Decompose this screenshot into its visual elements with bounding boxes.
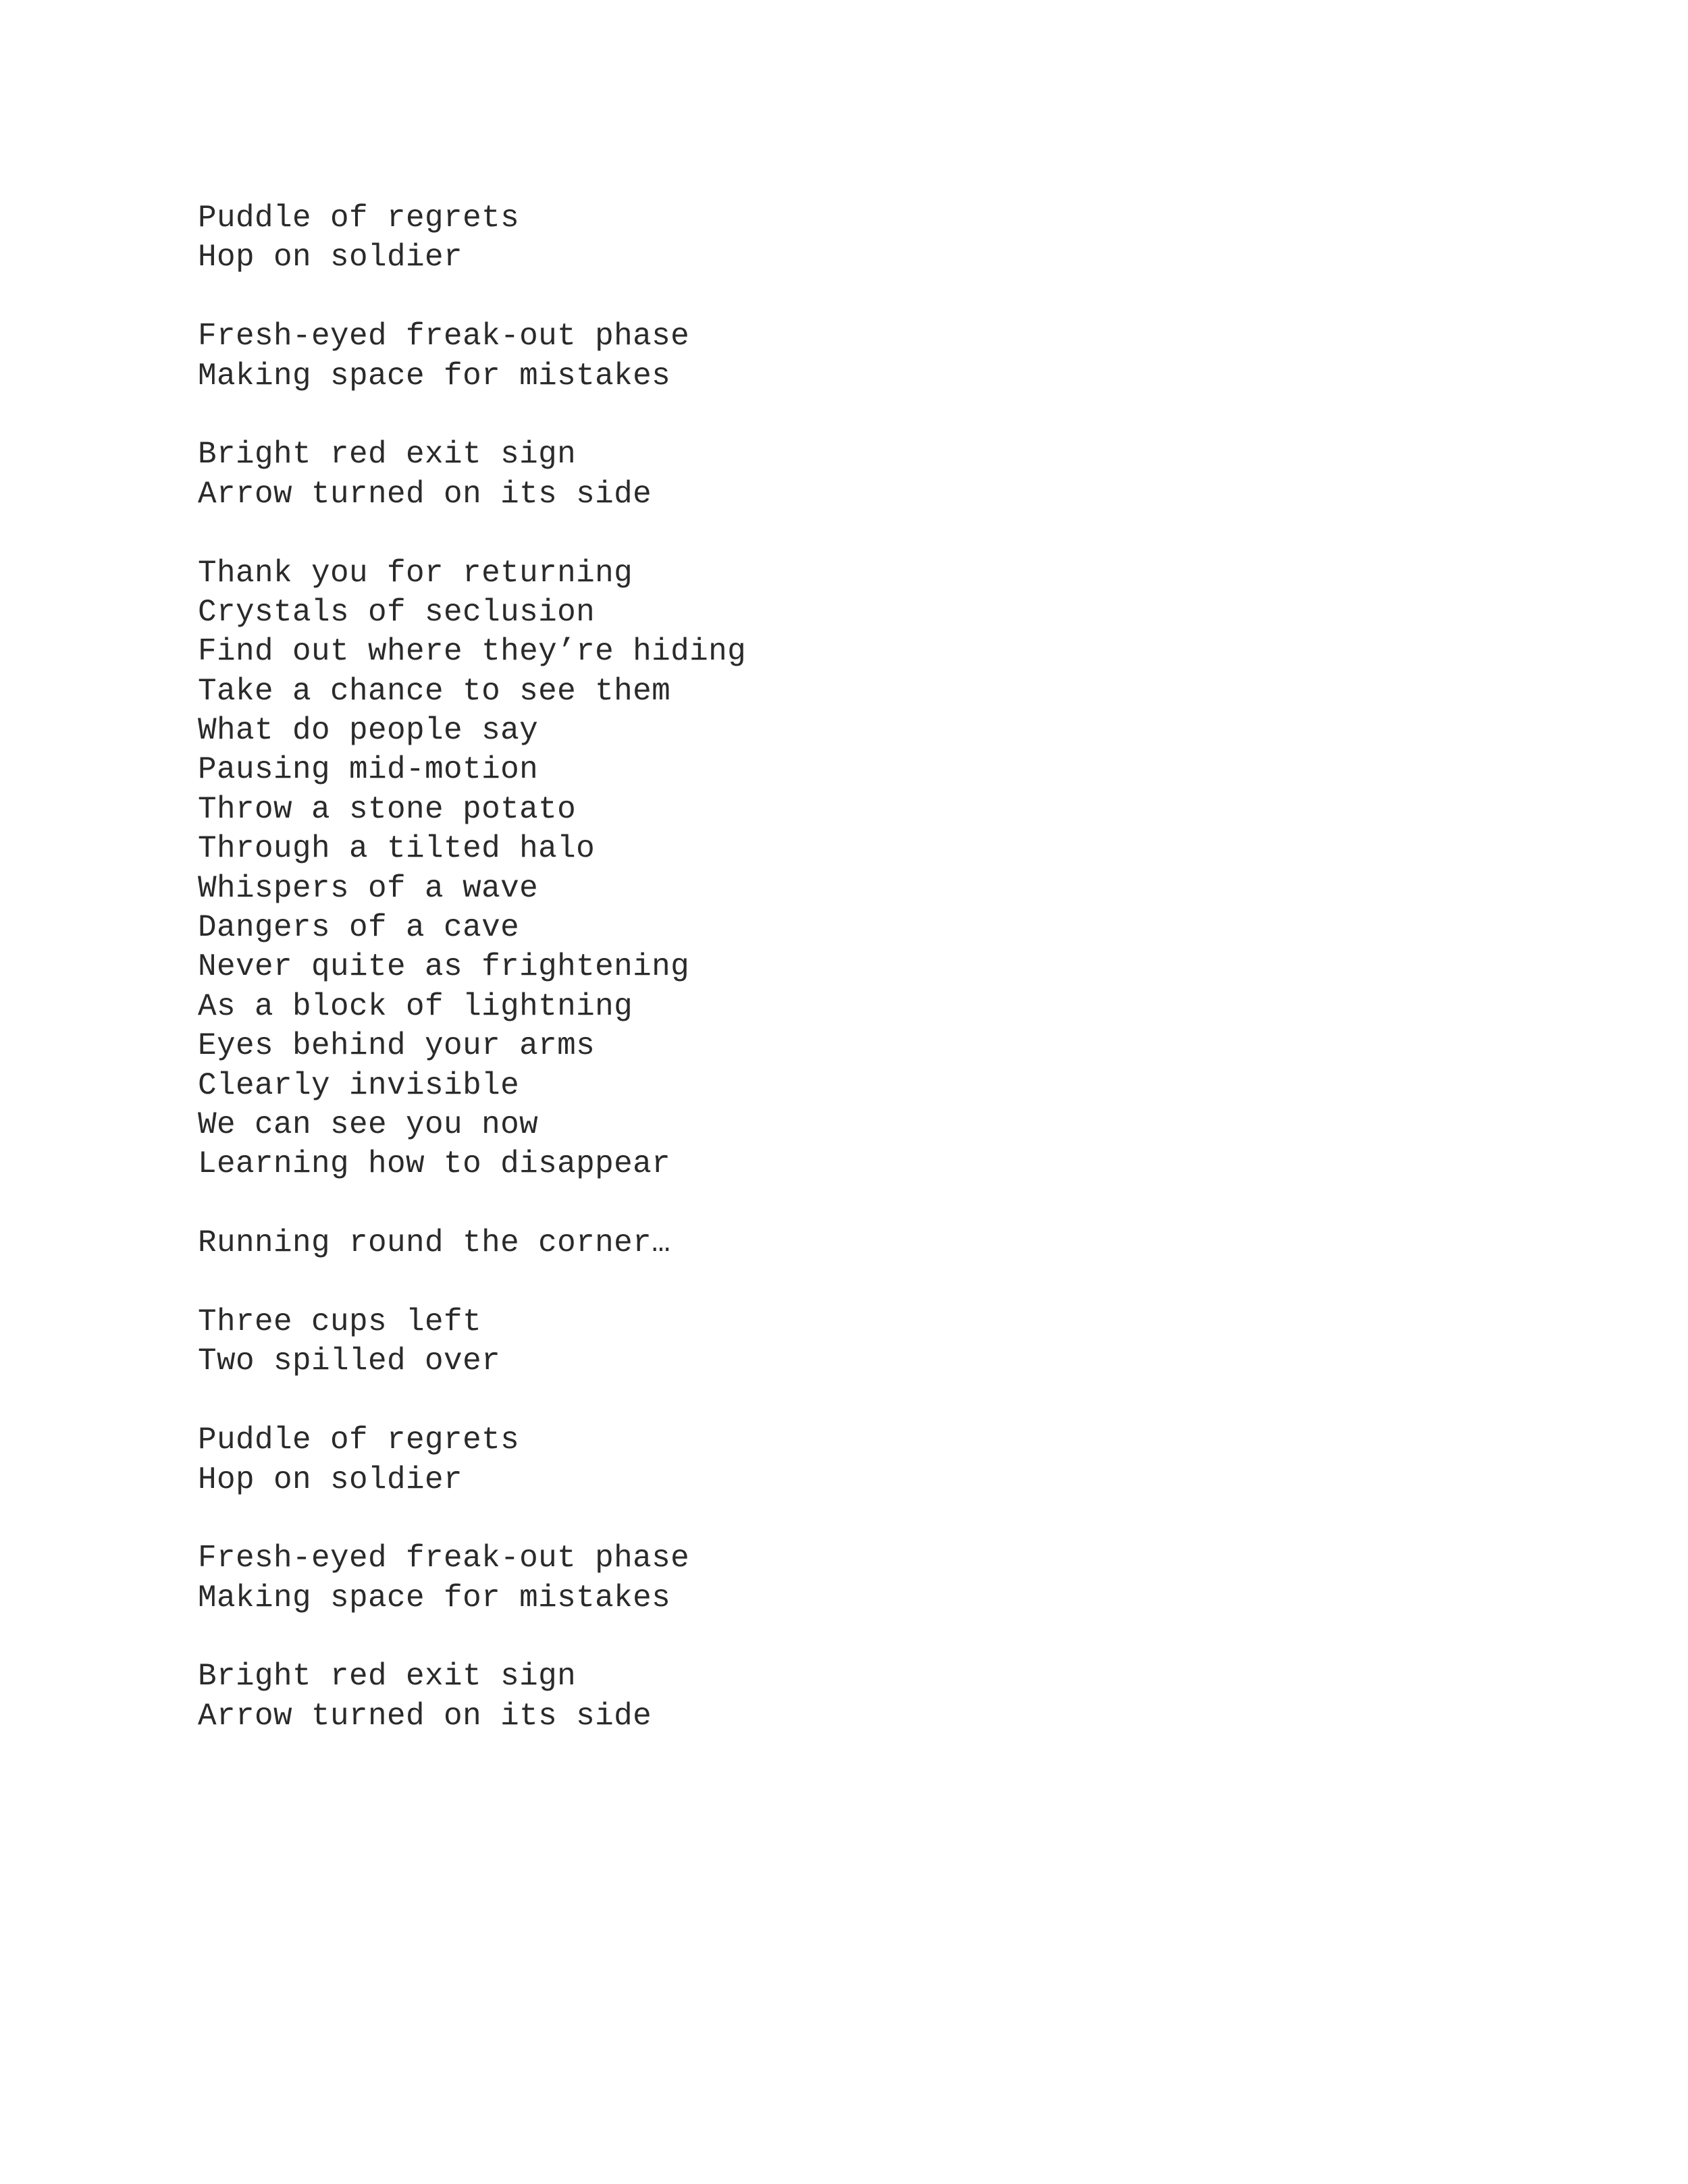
poem-line: Fresh-eyed freak-out phase [198, 319, 690, 354]
stanza [198, 1223, 1548, 1262]
poem-line: Learning how to disappear [198, 1146, 671, 1182]
stanza [198, 317, 1548, 396]
poem-line: Making space for mistakes [198, 1580, 671, 1616]
poem-line: Running round the corner… [198, 1225, 671, 1261]
poem-line: Pausing mid-motion [198, 752, 539, 788]
poem-line: Fresh-eyed freak-out phase [198, 1541, 690, 1576]
poem-line: Arrow turned on its side [198, 476, 652, 512]
poem-line: Take a chance to see them [198, 673, 671, 709]
poem-line: Bright red exit sign [198, 437, 577, 473]
poem-line: Hop on soldier [198, 1462, 463, 1497]
stanza [198, 1302, 1548, 1381]
poem-line: Thank you for returning [198, 555, 633, 591]
stanza [198, 1657, 1548, 1736]
poem-line: Two spilled over [198, 1343, 501, 1379]
poem-body [198, 198, 1548, 1736]
poem-line: Bright red exit sign [198, 1659, 577, 1695]
poem-line: Clearly invisible [198, 1067, 520, 1103]
poem-line: As a block of lightning [198, 988, 633, 1024]
poem-line: Puddle of regrets [198, 1422, 520, 1458]
poem-line: We can see you now [198, 1107, 539, 1142]
poem-line: Eyes behind your arms [198, 1028, 596, 1064]
poem-line: Through a tilted halo [198, 831, 596, 867]
stanza [198, 554, 1548, 1184]
poem-line: Three cups left [198, 1304, 482, 1339]
poem-line: Hop on soldier [198, 240, 463, 275]
stanza [198, 435, 1548, 514]
poem-line: Dangers of a cave [198, 910, 520, 946]
poem-line: Arrow turned on its side [198, 1698, 652, 1734]
poem-line: Whispers of a wave [198, 870, 539, 906]
stanza [198, 1420, 1548, 1499]
stanza [198, 1539, 1548, 1618]
poem-line: What do people say [198, 713, 539, 749]
poem-line: Puddle of regrets [198, 201, 520, 236]
poem-line: Crystals of seclusion [198, 594, 596, 630]
poem-line: Find out where they’re hiding [198, 634, 747, 670]
poem-line: Throw a stone potato [198, 791, 577, 827]
stanza [198, 198, 1548, 277]
poem-line: Making space for mistakes [198, 358, 671, 394]
poem-line: Never quite as frightening [198, 949, 690, 985]
